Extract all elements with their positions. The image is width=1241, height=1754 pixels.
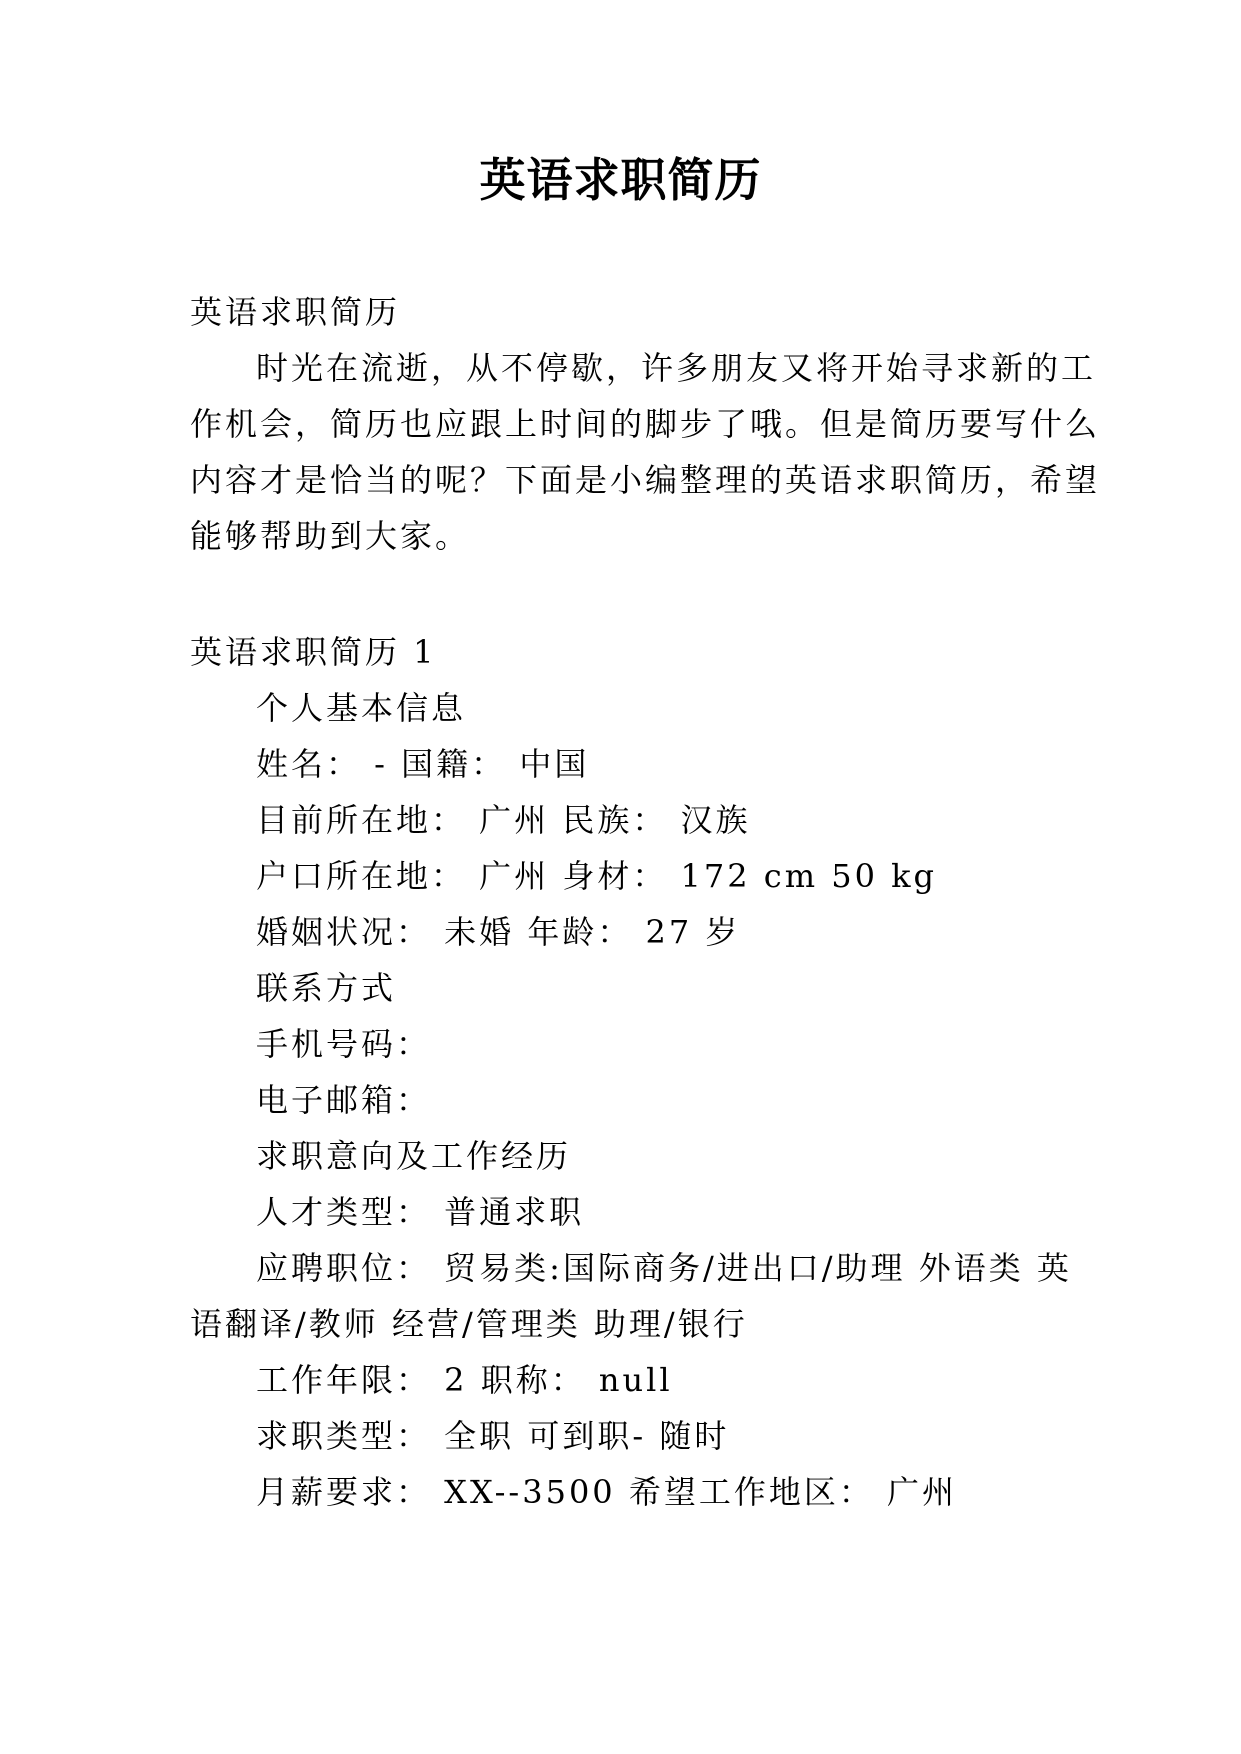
subsection-heading-contact: 联系方式 xyxy=(256,969,397,1007)
section-heading: 英语求职简历 1 xyxy=(190,633,437,671)
info-line: 目前所在地： 广州 民族： 汉族 xyxy=(256,801,751,839)
info-line: 婚姻状况： 未婚 年龄： 27 岁 xyxy=(256,913,741,951)
info-line: 求职类型： 全职 可到职- 随时 xyxy=(256,1417,730,1455)
intro-paragraph-line: 作机会，简历也应跟上时间的脚步了哦。但是简历要写什么 xyxy=(190,405,1101,443)
info-line: 应聘职位： 贸易类:国际商务/进出口/助理 外语类 英 xyxy=(256,1249,1072,1287)
subsection-heading-basic-info: 个人基本信息 xyxy=(256,689,467,727)
info-line: 月薪要求： XX--3500 希望工作地区： 广州 xyxy=(256,1473,958,1511)
info-line: 电子邮箱： xyxy=(256,1081,432,1119)
info-line: 户口所在地： 广州 身材： 172 cm 50 kg xyxy=(256,857,937,895)
info-line: 手机号码： xyxy=(256,1025,432,1063)
info-line: 人才类型： 普通求职 xyxy=(256,1193,585,1231)
info-line: 工作年限： 2 职称： null xyxy=(256,1361,673,1399)
info-line: 语翻译/教师 经营/管理类 助理/银行 xyxy=(190,1305,748,1343)
info-line: 姓名： - 国籍： 中国 xyxy=(256,745,590,783)
intro-paragraph-line: 内容才是恰当的呢？下面是小编整理的英语求职简历，希望 xyxy=(190,461,1101,499)
intro-paragraph-line: 时光在流逝，从不停歇，许多朋友又将开始寻求新的工 xyxy=(256,349,1097,387)
intro-paragraph-line: 能够帮助到大家。 xyxy=(190,517,471,555)
document-title: 英语求职简历 xyxy=(479,153,762,207)
subsection-heading-job-intent: 求职意向及工作经历 xyxy=(256,1137,572,1175)
intro-heading: 英语求职简历 xyxy=(190,293,401,331)
